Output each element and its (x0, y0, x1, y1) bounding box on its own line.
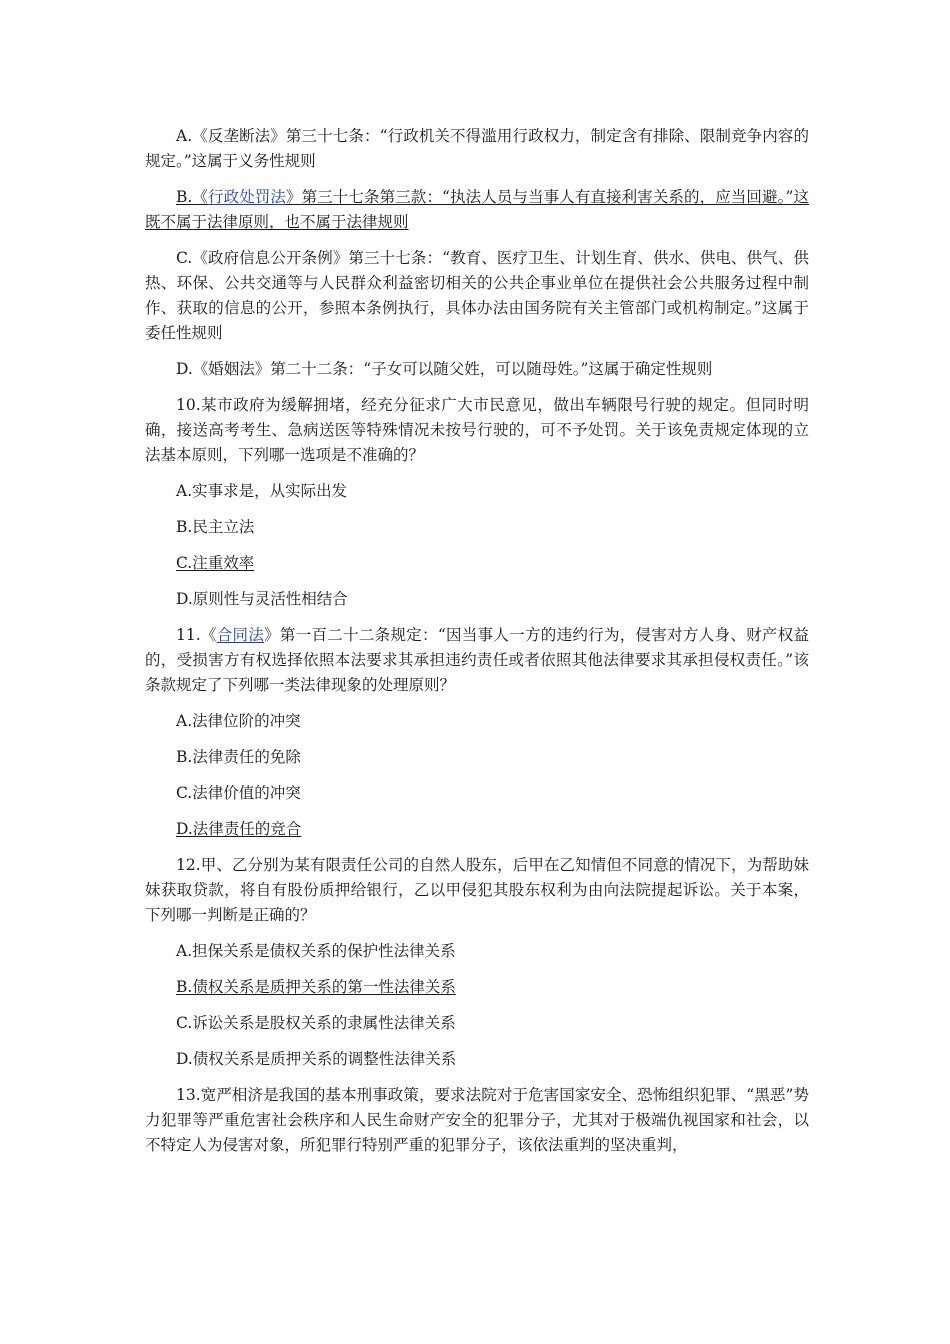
paragraph-text: C.诉讼关系是股权关系的隶属性法律关系 (176, 1014, 456, 1032)
paragraph-p1 (145, 124, 809, 174)
paragraph-p14 (145, 817, 809, 842)
law-link[interactable]: 合同法 (216, 626, 265, 644)
paragraph-p8 (145, 551, 809, 576)
underlined-answer-text: 》第三十七条第三款：“执法人员与当事人有直接利害关系的，应当回避。”这既不属于法律原则，也不属于法律规则 (145, 188, 809, 231)
paragraph-p15 (145, 853, 809, 928)
paragraph-text: 11.《 (176, 626, 217, 644)
paragraph-p18 (145, 1011, 809, 1036)
document-page (145, 124, 809, 1169)
paragraph-text: A.实事求是，从实际出发 (176, 482, 348, 500)
paragraph-text: C.《政府信息公开条例》第三十七条：“教育、医疗卫生、计划生育、供水、供电、供气、供热、环保、公共交通等与人民群众利益密切相关的公共企事业单位在提供社会公共服务过程中制作、获取的信息的公开，参照本条例执行，具体办法由国务院有关主管部门或机构制定。”这属于委任性规则 (145, 249, 809, 342)
paragraph-p11 (145, 709, 809, 734)
paragraph-p12 (145, 745, 809, 770)
paragraph-p6 (145, 479, 809, 504)
underlined-answer-text: B.债权关系是质押关系的第一性法律关系 (176, 978, 456, 996)
paragraph-text: D.《婚姻法》第二十二条：“子女可以随父姓，可以随母姓。”这属于确定性规则 (176, 360, 713, 378)
paragraph-text: 》第一百二十二条规定：“因当事人一方的违约行为，侵害对方人身、财产权益的，受损害方有权选择依照本法要求其承担违约责任或者依照其他法律要求其承担侵权责任。”该条款规定了下列哪一类法律现象的处理原则？ (145, 626, 809, 694)
paragraph-p17 (145, 975, 809, 1000)
paragraph-p5 (145, 393, 809, 468)
paragraph-text: 10.某市政府为缓解拥堵，经充分征求广大市民意见，做出车辆限号行驶的规定。但同时明确，接送高考考生、急病送医等特殊情况未按号行驶的，可不予处罚。关于该免责规定体现的立法基本原则，下列哪一选项是不准确的？ (145, 396, 809, 464)
underlined-answer-text: B.《 (176, 188, 209, 206)
paragraph-text: A.法律位阶的冲突 (176, 712, 301, 730)
underlined-answer-text: C.注重效率 (176, 554, 255, 572)
paragraph-p4 (145, 357, 809, 382)
paragraph-p10 (145, 623, 809, 698)
paragraph-text: A.《反垄断法》第三十七条：“行政机关不得滥用行政权力，制定含有排除、限制竞争内容的规定。”这属于义务性规则 (145, 127, 809, 170)
paragraph-p19 (145, 1047, 809, 1072)
underlined-answer-text: D.法律责任的竞合 (176, 820, 302, 838)
paragraph-p9 (145, 587, 809, 612)
paragraph-text: 13.宽严相济是我国的基本刑事政策，要求法院对于危害国家安全、恐怖组织犯罪、“黑恶”势力犯罪等严重危害社会秩序和人民生命财产安全的犯罪分子，尤其对于极端仇视国家和社会，以不特定人为侵害对象，所犯罪行特别严重的犯罪分子，该依法重判的坚决重判， (145, 1086, 809, 1154)
paragraph-text: B.法律责任的免除 (176, 748, 301, 766)
paragraph-text: D.原则性与灵活性相结合 (176, 590, 348, 608)
paragraph-p2 (145, 185, 809, 235)
paragraph-text: 12.甲、乙分别为某有限责任公司的自然人股东，后甲在乙知情但不同意的情况下，为帮助妹妹获取贷款，将自有股份质押给银行，乙以甲侵犯其股东权利为由向法院提起诉讼。关于本案，下列哪一判断是正确的？ (145, 856, 809, 924)
paragraph-text: B.民主立法 (176, 518, 255, 536)
paragraph-p20 (145, 1083, 809, 1158)
paragraph-text: D.债权关系是质押关系的调整性法律关系 (176, 1050, 457, 1068)
paragraph-p7 (145, 515, 809, 540)
paragraph-text: A.担保关系是债权关系的保护性法律关系 (176, 942, 456, 960)
paragraph-p16 (145, 939, 809, 964)
paragraph-p3 (145, 246, 809, 346)
paragraph-text: C.法律价值的冲突 (176, 784, 301, 802)
law-link[interactable]: 行政处罚法 (208, 188, 287, 206)
paragraph-p13 (145, 781, 809, 806)
